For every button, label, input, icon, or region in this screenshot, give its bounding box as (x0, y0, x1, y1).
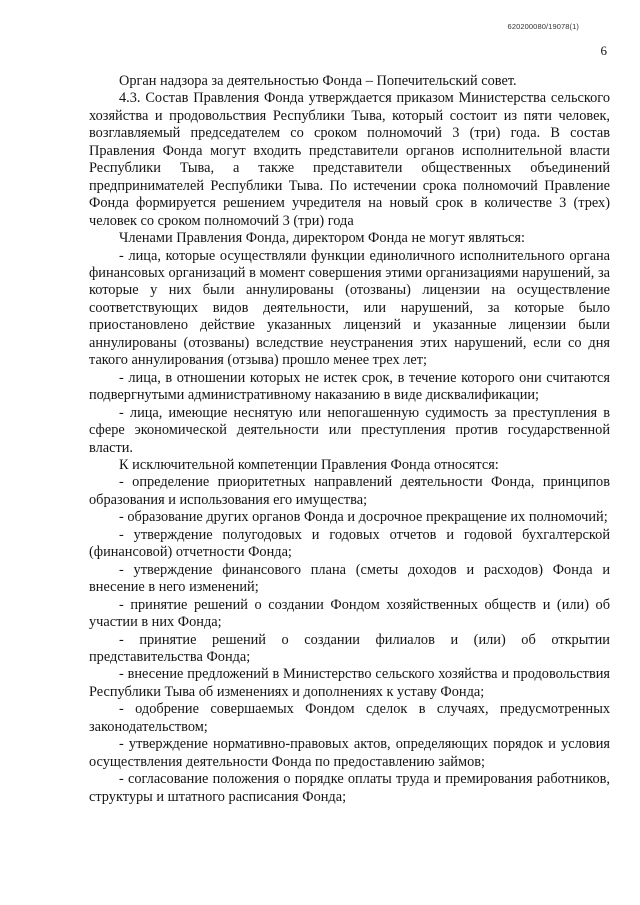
list-item: - определение приоритетных направлений деятельности Фонда, принципов образования и использования его имущества; (89, 474, 610, 508)
list-item: - одобрение совершаемых Фондом сделок в случаях, предусмотренных законодательством; (89, 701, 610, 735)
list-item: - утверждение финансового плана (сметы доходов и расходов) Фонда и внесение в него изменений; (89, 561, 610, 596)
document-body (89, 73, 610, 806)
paragraph-board-composition: 4.3. Состав Правления Фонда утверждается приказом Министерства сельского хозяйства и продовольствия Республики Тыва, который состоит из пяти человек, возглавляемый председателем со сроком полномочий 3 (три) года. В состав Правления Фонда могут входить представители органов исполнительной власти Республики Тыва, а также представители общественных объединений предпринимателей Республики Тыва. По истечении срока полномочий Правление Фонда формируется решением учредителя на новый срок в количестве 3 (трех) человек со сроком полномочий 3 (три) года (89, 90, 610, 229)
list-item: - согласование положения о порядке оплаты труда и премирования работников, структуры и штатного расписания Фонда; (89, 771, 610, 805)
list-item: - принятие решений о создании Фондом хозяйственных обществ и (или) об участии в них Фонда; (89, 596, 610, 631)
list-item: - утверждение нормативно-правовых актов, определяющих порядок и условия осуществления деятельности Фонда по предоставлению займов; (89, 736, 610, 770)
page-number: 6 (600, 43, 607, 58)
list-item: - образование других органов Фонда и досрочное прекращение их полномочий; (119, 509, 608, 526)
list-item: - лица, в отношении которых не истек срок, в течение которого они считаются подвергнутыми административному наказанию в виде дисквалификации; (89, 369, 610, 404)
paragraph-ineligible-intro: Членами Правления Фонда, директором Фонда не могут являться: (119, 230, 525, 247)
document-id: 620200080/19078(1) (507, 22, 579, 31)
list-item: - принятие решений о создании филиалов и (или) об открытии представительства Фонда; (89, 631, 610, 665)
paragraph-competence-intro: К исключительной компетенции Правления Фонда относятся: (119, 456, 499, 473)
paragraph-supervisory-body: Орган надзора за деятельностью Фонда – Попечительский совет. (119, 73, 517, 89)
list-item: - внесение предложений в Министерство сельского хозяйства и продовольствия Республики Тыва об изменениях и дополнениях к уставу Фонда; (89, 666, 610, 700)
list-item: - утверждение полугодовых и годовых отчетов и годовой бухгалтерской (финансовой) отчетности Фонда; (89, 526, 610, 561)
list-item: - лица, имеющие неснятую или непогашенную судимость за преступления в сфере экономической деятельности или преступления против государственной власти. (89, 404, 610, 456)
list-item: - лица, которые осуществляли функции единоличного исполнительного органа финансовых организаций в момент совершения этими организациями нарушений, за которые у них были аннулированы (отозваны) лицензии на осуществление соответствующих видов деятельности, или нарушений, за которые было приостановлено действие указанных лицензий и указанные лицензии были аннулированы (отозваны) вследствие неустранения этих нарушений, если со дня такого аннулирования (отзыва) прошло менее трех лет; (89, 247, 610, 369)
